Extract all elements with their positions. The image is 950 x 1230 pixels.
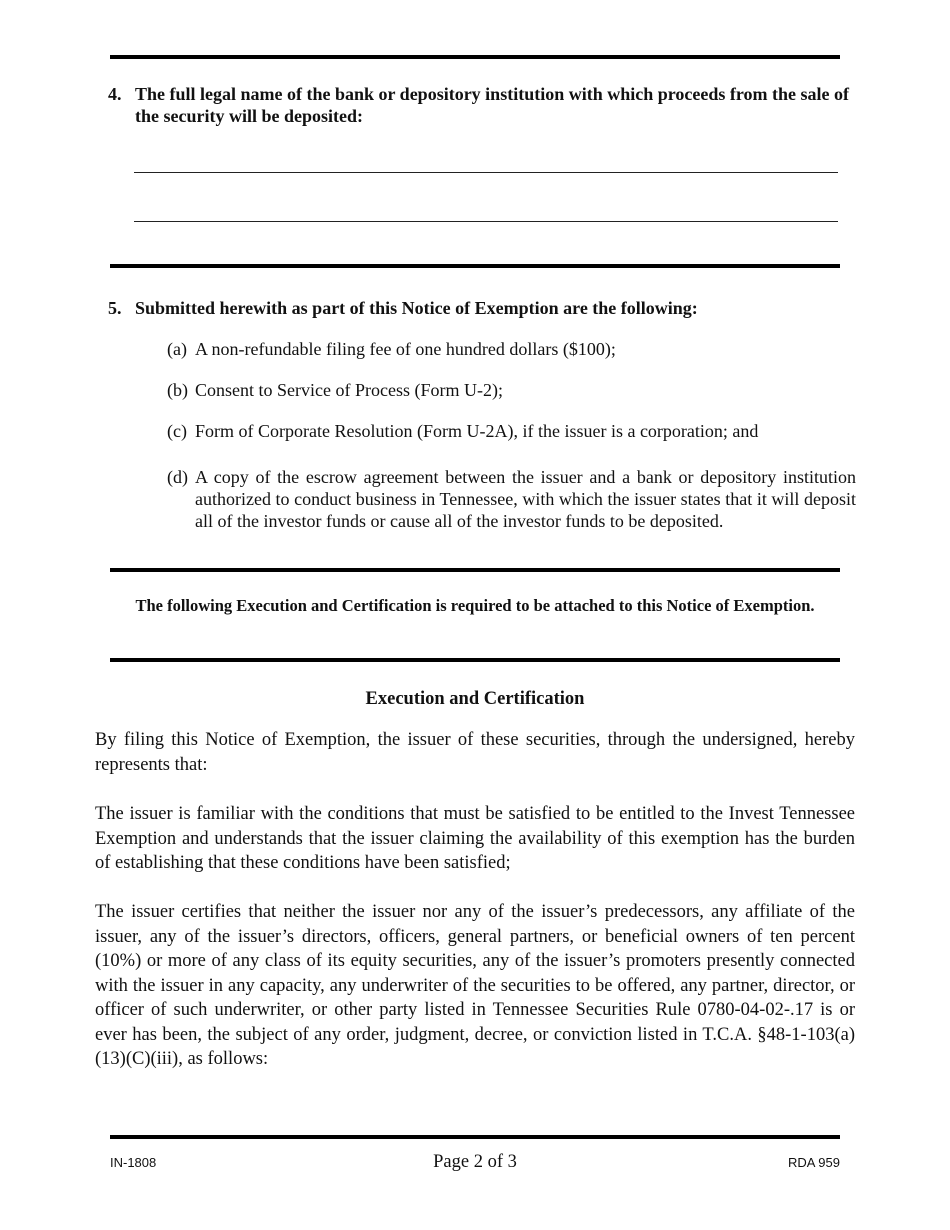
top-divider xyxy=(110,55,840,59)
footer-rda: RDA 959 xyxy=(787,1155,840,1170)
item-c-text: Form of Corporate Resolution (Form U-2A), if the issuer is a corporation; and xyxy=(195,421,759,441)
question-5-number: 5. xyxy=(108,298,122,318)
certification-paragraph-3: The issuer certifies that neither the issuer nor any of the issuer’s predecessors, any affiliate of the issuer, any of the issuer’s directors, officers, general partners, or beneficial owners of ten percent (10%) or more of any class of its equity securities, any of the issuer’s promoters presently connected with the issuer in any capacity, any underwriter of the securities to be offered, any partner, director, or officer of such underwriter, or other party listed in Tennessee Securities Rule 0780-04-02-.17 is or ever has been, the subject of any order, judgment, decree, or conviction listed in T.C.A. §48-1-103(a)(13)(C)(iii), as follows: xyxy=(95,902,855,1069)
item-b-text: Consent to Service of Process (Form U-2); xyxy=(195,380,503,400)
item-b-letter: (b) xyxy=(167,380,188,400)
item-d-text: A copy of the escrow agreement between the issuer and a bank or depository institution authorized to conduct business in Tennessee, with which the issuer states that it will deposit all of the investor funds or cause all of the investor funds to be deposited. xyxy=(195,467,856,531)
footer-page-number: Page 2 of 3 xyxy=(433,1152,517,1172)
section-divider-3 xyxy=(110,658,840,662)
section-divider-2 xyxy=(110,568,840,572)
certification-paragraph-2: The issuer is familiar with the conditions that must be satisfied to be entitled to the Invest Tennessee Exemption and understands that the issuer claiming the availability of this exemption has the burden of establishing that these conditions have been satisfied; xyxy=(95,804,855,873)
item-d-letter: (d) xyxy=(167,467,188,487)
question-5-text: Submitted herewith as part of this Notice of Exemption are the following: xyxy=(135,298,698,318)
bank-name-line-2[interactable] xyxy=(134,221,838,222)
footer-divider xyxy=(110,1135,840,1139)
item-a-letter: (a) xyxy=(167,339,187,359)
question-4-text: The full legal name of the bank or depository institution with which proceeds from the sale of the security will be deposited: xyxy=(135,84,850,126)
item-c-letter: (c) xyxy=(167,421,187,441)
footer-form-id: IN-1808 xyxy=(110,1155,157,1170)
bank-name-line-1[interactable] xyxy=(134,172,838,173)
item-a-text: A non-refundable filing fee of one hundred dollars ($100); xyxy=(195,339,616,359)
question-4-number: 4. xyxy=(108,84,122,104)
certification-paragraph-1: By filing this Notice of Exemption, the issuer of these securities, through the undersigned, hereby represents that: xyxy=(95,730,855,775)
section-divider-1 xyxy=(110,264,840,268)
attachment-notice: The following Execution and Certification is required to be attached to this Notice of Exemption. xyxy=(135,596,815,615)
certification-title: Execution and Certification xyxy=(365,689,585,709)
